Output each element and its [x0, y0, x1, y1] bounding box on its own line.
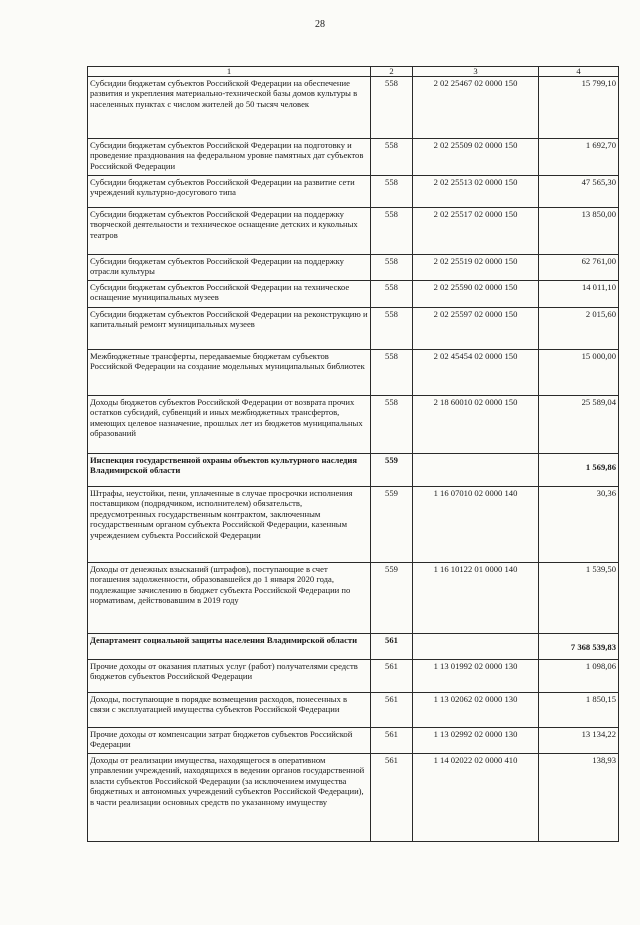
- table-row: [88, 77, 619, 139]
- budget-code-cell: 1 16 07010 02 0000 140: [413, 487, 539, 563]
- budget-code-cell: 1 13 01992 02 0000 130: [413, 660, 539, 693]
- amount-cell: 1 569,86: [539, 454, 619, 487]
- admin-code-cell: 558: [371, 139, 413, 176]
- table-row: [88, 208, 619, 255]
- table-row: [88, 754, 619, 842]
- amount-cell: 47 565,30: [539, 176, 619, 208]
- table-row: [88, 308, 619, 350]
- revenue-name-cell: Прочие доходы от компенсации затрат бюджетов субъектов Российской Федерации: [88, 728, 371, 754]
- revenue-table: [87, 66, 619, 842]
- admin-code-cell: 558: [371, 350, 413, 396]
- organization-row: [88, 634, 619, 660]
- admin-code-cell: 558: [371, 208, 413, 255]
- table-row: [88, 487, 619, 563]
- revenue-name-cell: Субсидии бюджетам субъектов Российской Федерации на реконструкцию и капитальный ремонт муниципальных музеев: [88, 308, 371, 350]
- table-row: [88, 281, 619, 308]
- budget-code-cell: 2 02 45454 02 0000 150: [413, 350, 539, 396]
- revenue-name-cell: Субсидии бюджетам субъектов Российской Федерации на поддержку отрасли культуры: [88, 255, 371, 281]
- admin-code-cell: 561: [371, 693, 413, 728]
- admin-code-cell: 559: [371, 563, 413, 634]
- revenue-name-cell: Доходы от реализации имущества, находящегося в оперативном управлении учреждений, находящихся в ведении органов государственной власти субъектов Российской Федерации (за исключением имущества бюджетных и автономных учреждений субъектов Российской Федерации), в части реализации основных средств по указанному имуществу: [88, 754, 371, 842]
- revenue-name-cell: Субсидии бюджетам субъектов Российской Федерации на обеспечение развития и укрепления материально-технической базы домов культуры в населенных пунктах с числом жителей до 50 тысяч человек: [88, 77, 371, 139]
- table-row: [88, 660, 619, 693]
- amount-cell: 15 799,10: [539, 77, 619, 139]
- admin-code-cell: 561: [371, 634, 413, 660]
- table-row: [88, 176, 619, 208]
- budget-code-cell: [413, 634, 539, 660]
- budget-code-cell: 2 02 25597 02 0000 150: [413, 308, 539, 350]
- revenue-name-cell: Субсидии бюджетам субъектов Российской Федерации на развитие сети учреждений культурно-досугового типа: [88, 176, 371, 208]
- page-number: 28: [315, 19, 325, 30]
- revenue-name-cell: Прочие доходы от оказания платных услуг (работ) получателями средств бюджетов субъектов Российской Федерации: [88, 660, 371, 693]
- admin-code-cell: 558: [371, 396, 413, 454]
- admin-code-cell: 559: [371, 487, 413, 563]
- budget-code-cell: 2 02 25519 02 0000 150: [413, 255, 539, 281]
- amount-cell: 14 011,10: [539, 281, 619, 308]
- admin-code-cell: 558: [371, 281, 413, 308]
- amount-cell: 1 539,50: [539, 563, 619, 634]
- admin-code-cell: 561: [371, 660, 413, 693]
- amount-cell: 62 761,00: [539, 255, 619, 281]
- revenue-name-cell: Доходы от денежных взысканий (штрафов), поступающие в счет погашения задолженности, образовавшейся до 1 января 2020 года, подлежащие зачислению в бюджет субъекта Российской Федерации по нормативам, действовавшим в 2019 году: [88, 563, 371, 634]
- table-row: [88, 693, 619, 728]
- organization-row: [88, 454, 619, 487]
- admin-code-cell: 558: [371, 176, 413, 208]
- table-row: [88, 396, 619, 454]
- column-header: 1: [88, 67, 371, 77]
- revenue-name-cell: Департамент социальной защиты населения Владимирской области: [88, 634, 371, 660]
- amount-cell: 13 850,00: [539, 208, 619, 255]
- revenue-name-cell: Субсидии бюджетам субъектов Российской Федерации на подготовку и проведение празднования на федеральном уровне памятных дат субъектов Российской Федерации: [88, 139, 371, 176]
- amount-cell: 30,36: [539, 487, 619, 563]
- revenue-name-cell: Штрафы, неустойки, пени, уплаченные в случае просрочки исполнения поставщиком (подрядчиком, исполнителем) обязательств, предусмотренных государственным контрактом, заключенным государственным органом субъекта Российской Федерации, казенным учреждением субъекта Российской Федерации: [88, 487, 371, 563]
- budget-code-cell: 2 02 25513 02 0000 150: [413, 176, 539, 208]
- revenue-name-cell: Доходы, поступающие в порядке возмещения расходов, понесенных в связи с эксплуатацией имущества субъектов Российской Федерации: [88, 693, 371, 728]
- table-row: [88, 563, 619, 634]
- column-header: 3: [413, 67, 539, 77]
- table-row: [88, 350, 619, 396]
- column-header: 2: [371, 67, 413, 77]
- amount-cell: 25 589,04: [539, 396, 619, 454]
- admin-code-cell: 559: [371, 454, 413, 487]
- amount-cell: 2 015,60: [539, 308, 619, 350]
- amount-cell: 1 692,70: [539, 139, 619, 176]
- amount-cell: 1 098,06: [539, 660, 619, 693]
- budget-code-cell: 2 02 25509 02 0000 150: [413, 139, 539, 176]
- amount-cell: 1 850,15: [539, 693, 619, 728]
- column-header: 4: [539, 67, 619, 77]
- table-row: [88, 139, 619, 176]
- amount-cell: 138,93: [539, 754, 619, 842]
- amount-cell: 15 000,00: [539, 350, 619, 396]
- revenue-name-cell: Доходы бюджетов субъектов Российской Федерации от возврата прочих остатков субсидий, субвенций и иных межбюджетных трансфертов, имеющих целевое назначение, прошлых лет из бюджетов муниципальных образований: [88, 396, 371, 454]
- amount-cell: 7 368 539,83: [539, 634, 619, 660]
- budget-code-cell: 2 18 60010 02 0000 150: [413, 396, 539, 454]
- table-header-row: [88, 67, 619, 77]
- admin-code-cell: 558: [371, 308, 413, 350]
- table-row: [88, 728, 619, 754]
- revenue-name-cell: Инспекция государственной охраны объектов культурного наследия Владимирской области: [88, 454, 371, 487]
- revenue-name-cell: Субсидии бюджетам субъектов Российской Федерации на поддержку творческой деятельности и техническое оснащение детских и кукольных театров: [88, 208, 371, 255]
- revenue-name-cell: Межбюджетные трансферты, передаваемые бюджетам субъектов Российской Федерации на создание модельных муниципальных библиотек: [88, 350, 371, 396]
- budget-code-cell: [413, 454, 539, 487]
- budget-code-cell: 1 16 10122 01 0000 140: [413, 563, 539, 634]
- table-body: [88, 77, 619, 842]
- admin-code-cell: 561: [371, 728, 413, 754]
- revenue-name-cell: Субсидии бюджетам субъектов Российской Федерации на техническое оснащение муниципальных музеев: [88, 281, 371, 308]
- table-row: [88, 255, 619, 281]
- admin-code-cell: 561: [371, 754, 413, 842]
- amount-cell: 13 134,22: [539, 728, 619, 754]
- budget-code-cell: 2 02 25590 02 0000 150: [413, 281, 539, 308]
- budget-code-cell: 1 14 02022 02 0000 410: [413, 754, 539, 842]
- budget-code-cell: 2 02 25517 02 0000 150: [413, 208, 539, 255]
- admin-code-cell: 558: [371, 77, 413, 139]
- admin-code-cell: 558: [371, 255, 413, 281]
- budget-code-cell: 1 13 02992 02 0000 130: [413, 728, 539, 754]
- budget-code-cell: 2 02 25467 02 0000 150: [413, 77, 539, 139]
- budget-code-cell: 1 13 02062 02 0000 130: [413, 693, 539, 728]
